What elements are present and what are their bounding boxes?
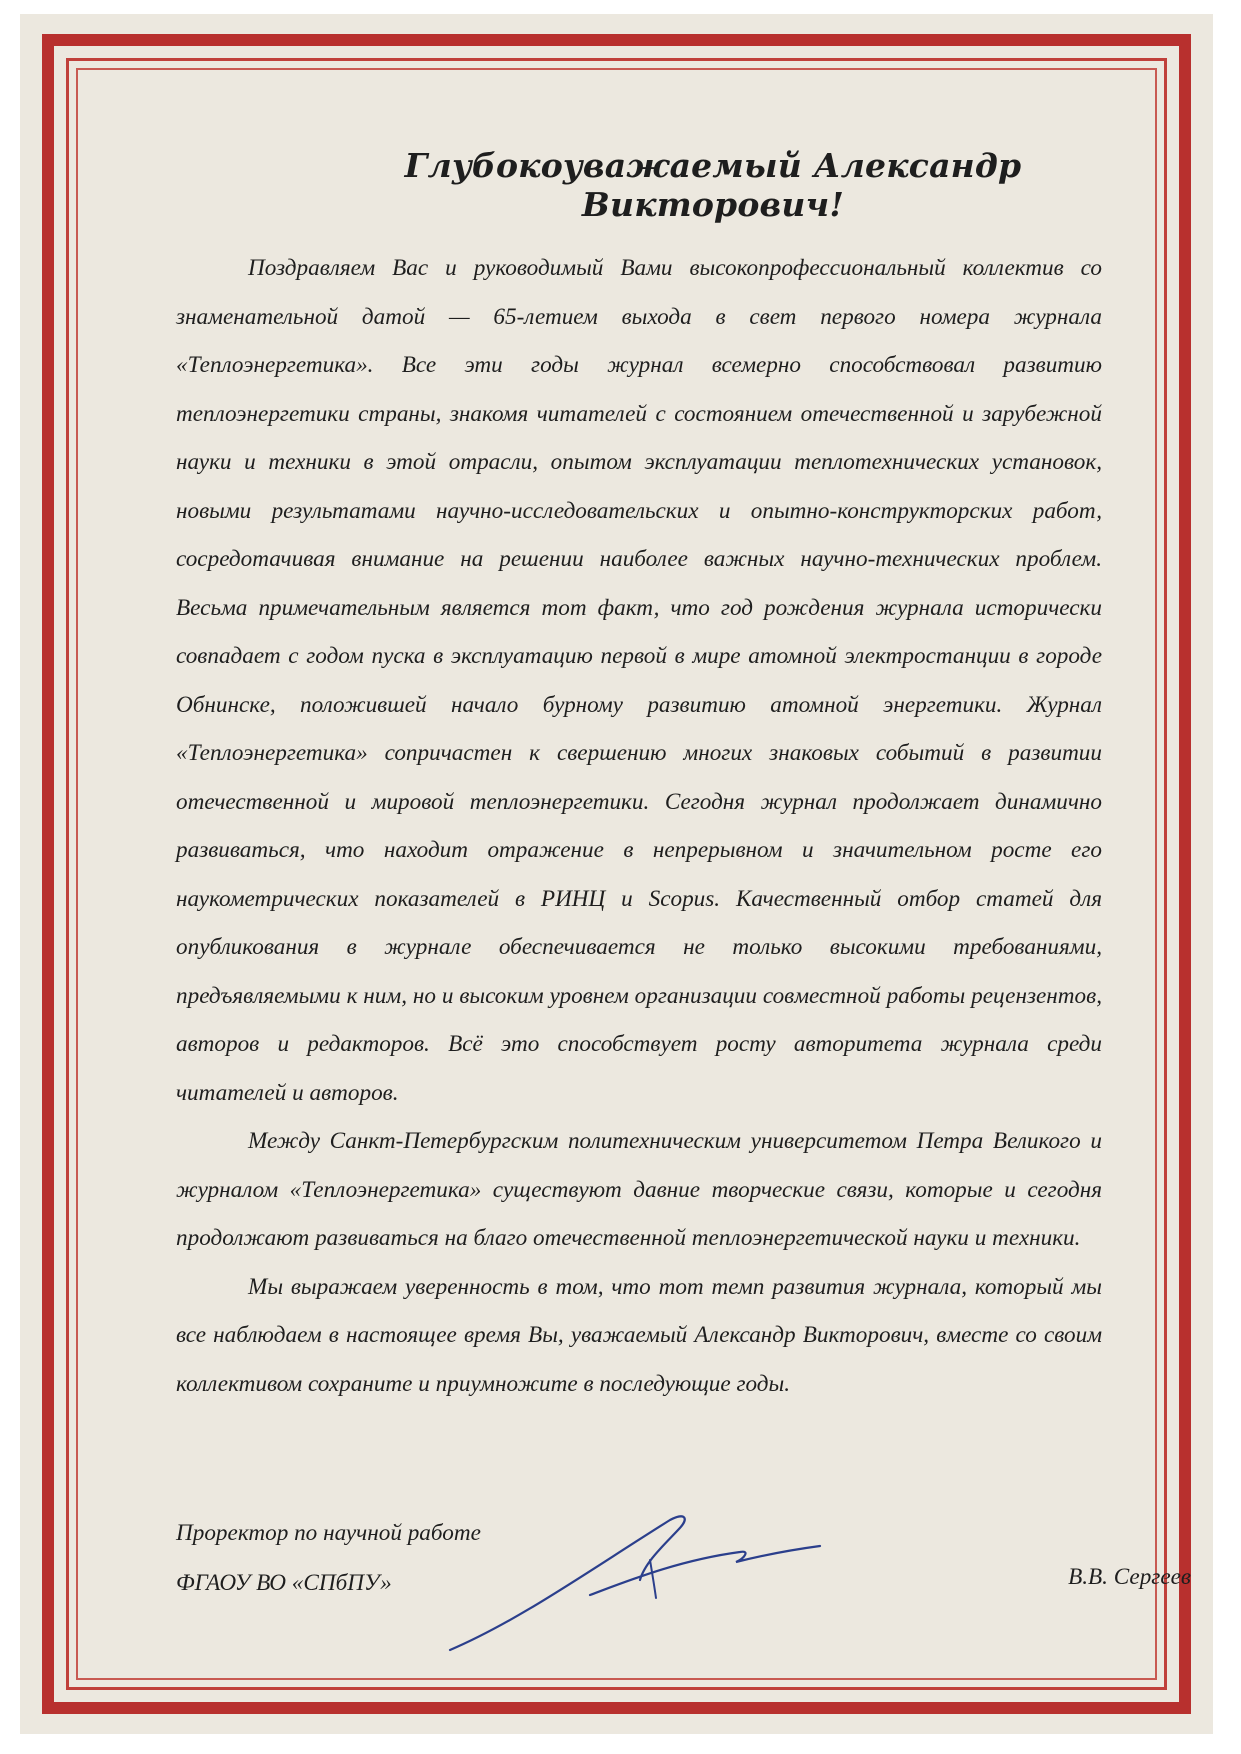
salutation-heading: Глубокоуважаемый Александр Викторович! <box>404 146 1022 224</box>
letter-body <box>176 128 1102 1408</box>
paragraph-1: Поздравляем Вас и руководимый Вами высокопрофессиональный коллектив со знаменательной датой — 65-летием выхода в свет первого номера журнала «Теплоэнергетика». Все эти годы журнал всемерно способствовал развитию теплоэнергетики страны, знакомя читателей с состоянием отечественной и зарубежной науки и техники в этой отрасли, опытом эксплуатации теплотехнических установок, новыми результатами научно-исследовательских и опытно-конструкторских работ, сосредотачивая внимание на решении наиболее важных научно-технических проблем. Весьма примечательным является тот факт, что год рождения журнала исторически совпадает с годом пуска в эксплуатацию первой в мире атомной электростанции в городе Обнинске, положившей начало бурному развитию атомной энергетики. Журнал «Теплоэнергетика» сопричастен к свершению многих знаковых событий в развитии отечественной и мировой теплоэнергетики. Сегодня журнал продолжает динамично развиваться, что находит отражение в непрерывном и значительном росте его наукометрических показателей в РИНЦ и Scopus. Качественный отбор статей для опубликования в журнале обеспечивается не только высокими требованиями, предъявляемыми к ним, но и высоким уровнем организации совместной работы рецензентов, авторов и редакторов. Всё это способствует росту авторитета журнала среди читателей и авторов. <box>176 255 1102 1106</box>
paragraph-3: Мы выражаем уверенность в том, что тот темп развития журнала, который мы все наблюдаем в настоящее время Вы, уважаемый Александр Викторович, вместе со своим коллективом сохраните и приумножите в последующие годы. <box>176 1273 1102 1397</box>
signer-name: В.В. Сергеев <box>1068 1564 1191 1590</box>
signer-organization: ФГАОУ ВО «СПбПУ» <box>176 1570 392 1596</box>
paragraph-2: Между Санкт-Петербургским политехническим университетом Петра Великого и журналом «Теплоэнергетика» существуют давние творческие связи, которые и сегодня продолжают развиваться на благо отечественной теплоэнергетической науки и техники. <box>176 1128 1102 1251</box>
signer-position: Проректор по научной работе <box>176 1520 481 1546</box>
handwritten-signature <box>440 1500 880 1660</box>
